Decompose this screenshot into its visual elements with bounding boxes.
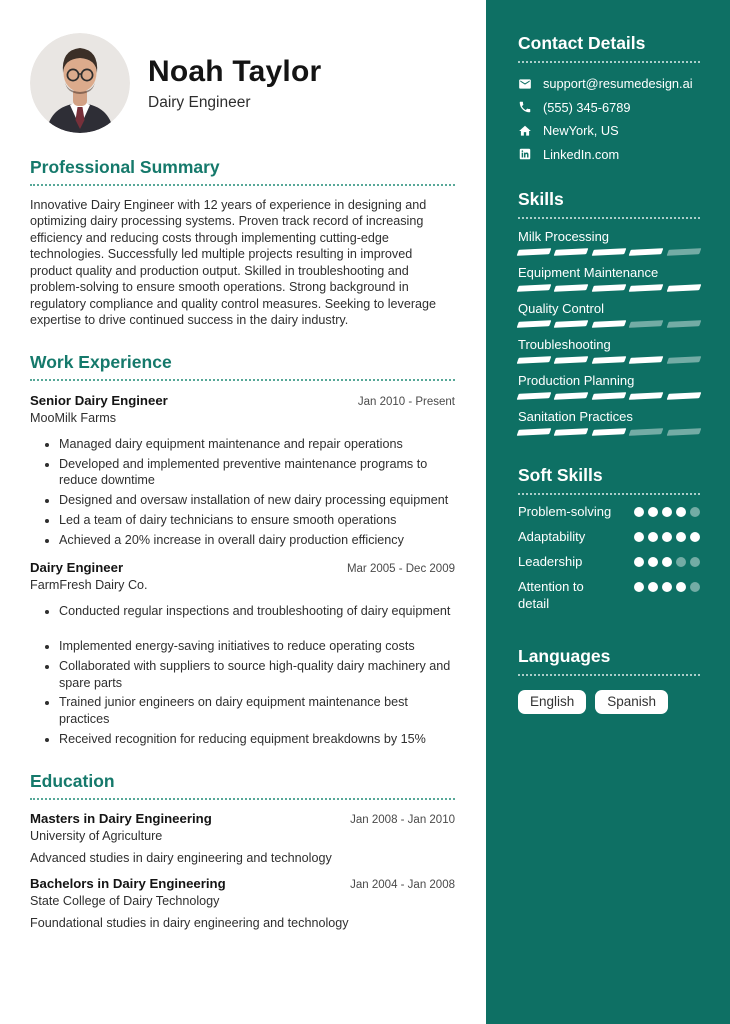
soft-skill-dot: [676, 532, 686, 542]
skill-meter-segment: [666, 284, 701, 292]
skill-meter-segment: [591, 392, 626, 400]
job-dates: Mar 2005 - Dec 2009: [346, 563, 455, 576]
skill-label: Troubleshooting: [518, 336, 611, 352]
soft-skill-dot: [676, 507, 686, 517]
education-entry: [30, 876, 455, 930]
skill-meter-segment: [554, 248, 589, 256]
summary-heading: Professional Summary: [30, 157, 455, 186]
soft-skill-dot: [676, 557, 686, 567]
summary-text: Innovative Dairy Engineer with 12 years of experience in designing and optimizing dairy processing systems. Proven track record of increasing efficiency and reducing costs through implementing cutting-edge technologies. Successfully led multiple projects resulting in improved product quality and production output. Skilled in troubleshooting and problem-solving to ensure smooth operations. Strong background in regulatory compliance and quality control measures. Seeking to leverage expertise to drive continued success in the dairy industry.: [30, 198, 437, 328]
skill-meter: [518, 321, 700, 327]
skill-item: [518, 337, 700, 363]
skill-meter-segment: [629, 392, 664, 400]
soft-skill-dot: [648, 582, 658, 592]
linkedin-icon: [518, 147, 532, 161]
skill-meter-segment: [591, 428, 626, 436]
skill-label: Quality Control: [518, 300, 604, 316]
skill-item: [518, 229, 700, 255]
skill-meter-segment: [554, 392, 589, 400]
soft-skill-label: Leadership: [518, 554, 583, 569]
skill-label: Equipment Maintenance: [518, 264, 659, 280]
skill-meter: [518, 249, 700, 255]
skill-meter-segment: [629, 320, 664, 328]
skill-meter-segment: [554, 428, 589, 436]
soft-skill-item: [518, 504, 700, 520]
skill-meter-segment: [591, 320, 626, 328]
soft-skill-dot: [634, 557, 644, 567]
skill-meter-segment: [666, 320, 701, 328]
soft-skill-dot: [662, 582, 672, 592]
job-bullet: • Trained junior engineers on dairy equipment maintenance best practices: [59, 694, 455, 727]
avatar: [30, 33, 130, 133]
job-bullets: [30, 603, 455, 747]
skill-meter-segment: [517, 392, 552, 400]
education-head: [30, 811, 455, 826]
language-pills: [518, 690, 700, 714]
soft-skill-dot: [634, 507, 644, 517]
header: [30, 33, 455, 133]
skill-meter-segment: [629, 248, 664, 256]
skill-meter-segment: [591, 248, 626, 256]
skill-meter-segment: [591, 356, 626, 364]
languages-heading: Languages: [518, 646, 700, 676]
job-bullet: • Conducted regular inspections and troubleshooting of dairy equipment: [59, 603, 455, 619]
work-section: [30, 352, 455, 747]
person-title: Dairy Engineer: [148, 93, 251, 111]
job-head: [30, 560, 455, 575]
soft-skills-section: [518, 465, 700, 612]
soft-skill-dot: [648, 557, 658, 567]
job-dates: Jan 2010 - Present: [357, 395, 455, 408]
job-bullet: • Achieved a 20% increase in overall dairy production efficiency: [59, 532, 455, 548]
job-company: MooMilk Farms: [30, 410, 117, 425]
skill-label: Milk Processing: [518, 228, 610, 244]
phone-icon: [518, 100, 532, 114]
education-entry: [30, 811, 455, 865]
soft-skill-dot: [690, 582, 700, 592]
soft-skill-dot: [662, 557, 672, 567]
contact-location: [518, 123, 700, 138]
soft-skill-dots: [634, 579, 700, 595]
soft-skill-dot: [648, 532, 658, 542]
skill-meter-segment: [517, 284, 552, 292]
education-degree: Masters in Dairy Engineering: [30, 811, 212, 827]
soft-skill-dot: [648, 507, 658, 517]
contact-location-text: NewYork, US: [543, 123, 619, 138]
job-bullet: • Developed and implemented preventive maintenance programs to reduce downtime: [59, 456, 455, 489]
job-bullet: • Led a team of dairy technicians to ensure smooth operations: [59, 512, 455, 528]
soft-skill-dot: [634, 532, 644, 542]
skill-label: Production Planning: [518, 372, 635, 388]
soft-skill-label: Attention to detail: [518, 579, 584, 611]
soft-skill-dot: [676, 582, 686, 592]
contact-phone: [518, 100, 700, 115]
job-title: Senior Dairy Engineer: [30, 392, 168, 408]
soft-skills-heading: Soft Skills: [518, 465, 700, 495]
skill-meter-segment: [517, 320, 552, 328]
soft-skill-dot: [662, 507, 672, 517]
skill-meter-segment: [517, 428, 552, 436]
education-dates: Jan 2008 - Jan 2010: [350, 814, 455, 827]
soft-skill-label: Problem-solving: [518, 503, 612, 519]
avatar-illustration: [30, 33, 130, 133]
contact-heading: Contact Details: [518, 33, 700, 63]
job-company: FarmFresh Dairy Co.: [30, 578, 148, 593]
soft-skill-dot: [690, 507, 700, 517]
education-section: [30, 771, 455, 930]
sidebar: [486, 0, 730, 1024]
skill-meter-segment: [591, 284, 626, 292]
skill-meter-segment: [629, 284, 664, 292]
education-school: State College of Dairy Technology: [30, 894, 220, 909]
job-bullets: [30, 436, 455, 548]
skill-meter-segment: [554, 320, 589, 328]
skill-meter-segment: [666, 392, 701, 400]
soft-skill-dots: [634, 529, 700, 545]
job-head: [30, 393, 455, 408]
contact-list: [518, 76, 700, 162]
contact-linkedin-text: LinkedIn.com: [543, 146, 620, 162]
education-dates: Jan 2004 - Jan 2008: [350, 879, 455, 892]
education-head: [30, 876, 455, 891]
job-bullet: • Implemented energy-saving initiatives to reduce operating costs: [59, 638, 455, 654]
skill-meter-segment: [517, 248, 552, 256]
job-bullet: • Collaborated with suppliers to source high-quality dairy machinery and spare parts: [59, 658, 455, 691]
soft-skill-item: [518, 579, 700, 612]
job-title: Dairy Engineer: [30, 560, 124, 576]
email-icon: [518, 77, 532, 91]
contact-section: [518, 33, 700, 162]
languages-section: [518, 646, 700, 714]
skill-label: Sanitation Practices: [518, 408, 633, 424]
person-name: Noah Taylor: [148, 54, 322, 88]
skill-meter-segment: [554, 284, 589, 292]
soft-skill-item: [518, 554, 700, 570]
contact-email[interactable]: [518, 76, 700, 91]
skill-item: [518, 301, 700, 327]
soft-skill-dot: [690, 532, 700, 542]
contact-email-text: support@resumedesign.ai: [543, 76, 693, 91]
skill-meter-segment: [517, 356, 552, 364]
education-degree: Bachelors in Dairy Engineering: [30, 876, 226, 892]
soft-skill-dots: [634, 504, 700, 520]
skill-item: [518, 265, 700, 291]
contact-linkedin[interactable]: [518, 147, 700, 162]
education-description: Advanced studies in dairy engineering and technology: [30, 851, 332, 866]
job-bullet: • Managed dairy equipment maintenance and repair operations: [59, 436, 455, 452]
skill-item: [518, 373, 700, 399]
education-description: Foundational studies in dairy engineering and technology: [30, 916, 349, 931]
language-pill: English: [518, 690, 586, 714]
skills-section: [518, 189, 700, 435]
education-heading: Education: [30, 771, 455, 800]
soft-skill-item: [518, 529, 700, 545]
soft-skill-dots: [634, 554, 700, 570]
skill-meter: [518, 393, 700, 399]
skill-meter-segment: [666, 356, 701, 364]
language-pill: Spanish: [595, 690, 668, 714]
skills-heading: Skills: [518, 189, 700, 219]
soft-skill-dot: [634, 582, 644, 592]
identity: [148, 55, 321, 112]
skill-item: [518, 409, 700, 435]
work-heading: Work Experience: [30, 352, 455, 381]
soft-skill-label: Adaptability: [518, 528, 586, 544]
job-entry: [30, 560, 455, 747]
skill-meter: [518, 357, 700, 363]
skill-meter-segment: [629, 356, 664, 364]
education-school: University of Agriculture: [30, 829, 163, 844]
skill-meter: [518, 285, 700, 291]
skill-meter: [518, 429, 700, 435]
contact-phone-text: (555) 345-6789: [543, 99, 631, 115]
soft-skill-dot: [662, 532, 672, 542]
soft-skill-dot: [690, 557, 700, 567]
skill-meter-segment: [666, 428, 701, 436]
job-bullet: • Designed and oversaw installation of new dairy processing equipment: [59, 492, 455, 508]
home-icon: [518, 124, 532, 138]
skill-meter-segment: [629, 428, 664, 436]
job-entry: [30, 393, 455, 548]
skill-meter-segment: [554, 356, 589, 364]
skill-meter-segment: [666, 248, 701, 256]
summary-section: [30, 157, 455, 329]
job-bullet: • Received recognition for reducing equipment breakdowns by 15%: [59, 731, 455, 747]
